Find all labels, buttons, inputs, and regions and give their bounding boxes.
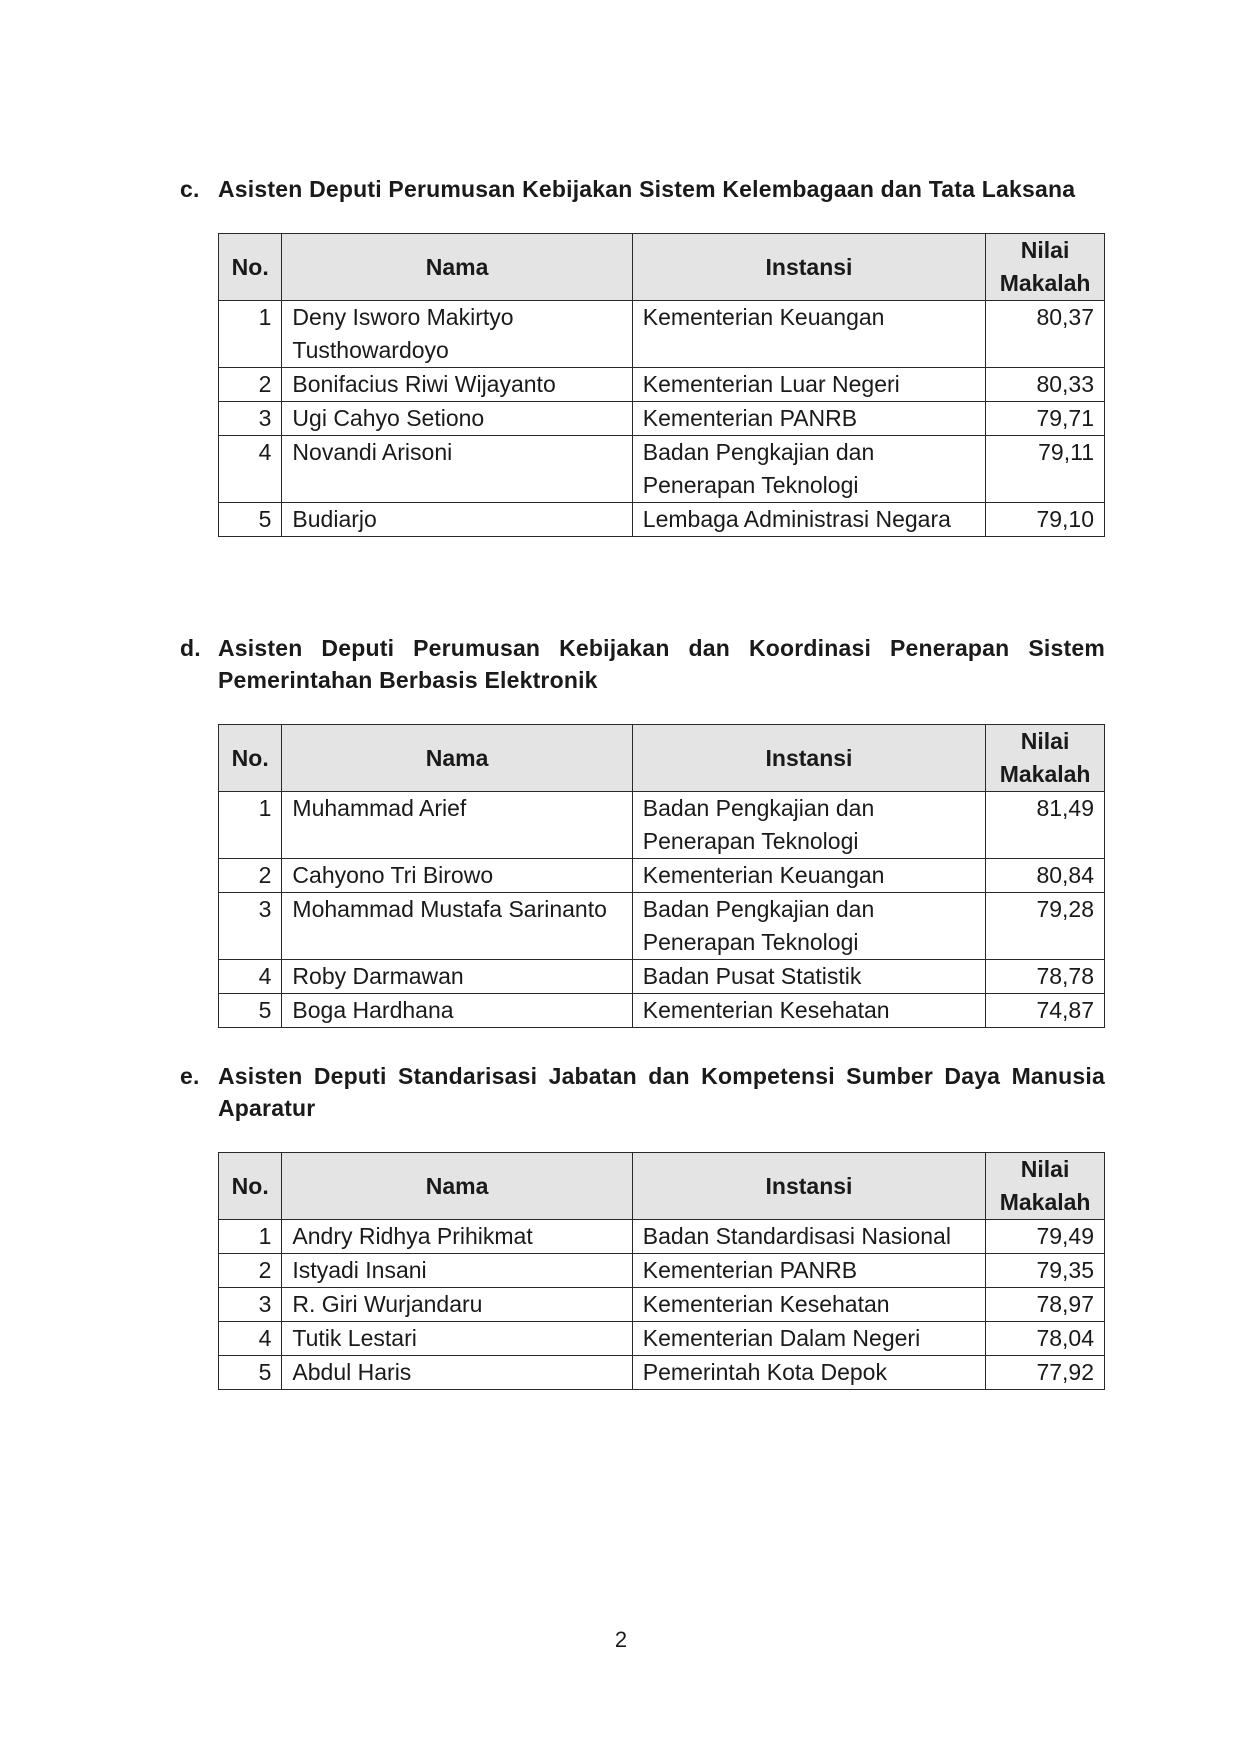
ranking-table (218, 1152, 1105, 1390)
table-header-row (219, 1153, 1105, 1220)
header-no: No. (219, 725, 282, 792)
cell-instansi: Badan Pengkajian dan Penerapan Teknologi (632, 792, 985, 859)
cell-no: 5 (219, 1356, 282, 1390)
section-letter: e. (180, 1063, 200, 1089)
cell-nilai: 79,28 (986, 893, 1105, 960)
cell-instansi: Kementerian Keuangan (632, 301, 985, 368)
cell-nilai: 81,49 (986, 792, 1105, 859)
table-row (219, 402, 1105, 436)
table-row (219, 368, 1105, 402)
section-title: Asisten Deputi Perumusan Kebijakan Sistem Kelembagaan dan Tata Laksana (218, 176, 1076, 202)
table-row (219, 994, 1105, 1028)
cell-instansi: Badan Pusat Statistik (632, 960, 985, 994)
cell-nama: Bonifacius Riwi Wijayanto (282, 368, 632, 402)
cell-nama: Istyadi Insani (282, 1254, 632, 1288)
section-e (180, 1060, 1105, 1390)
cell-no: 3 (219, 402, 282, 436)
header-instansi: Instansi (632, 234, 985, 301)
table-header-row (219, 725, 1105, 792)
cell-nilai: 79,11 (986, 436, 1105, 503)
cell-instansi: Kementerian Kesehatan (632, 1288, 985, 1322)
header-no: No. (219, 1153, 282, 1220)
cell-nilai: 78,78 (986, 960, 1105, 994)
table-row (219, 893, 1105, 960)
header-nama: Nama (282, 1153, 632, 1220)
cell-nama: Roby Darmawan (282, 960, 632, 994)
cell-no: 1 (219, 301, 282, 368)
table-row (219, 503, 1105, 537)
cell-instansi: Kementerian PANRB (632, 402, 985, 436)
cell-nama: Abdul Haris (282, 1356, 632, 1390)
cell-nilai: 80,33 (986, 368, 1105, 402)
section-letter: c. (180, 176, 200, 202)
cell-nama: Novandi Arisoni (282, 436, 632, 503)
header-instansi: Instansi (632, 1153, 985, 1220)
header-no: No. (219, 234, 282, 301)
cell-nilai: 80,37 (986, 301, 1105, 368)
cell-no: 3 (219, 1288, 282, 1322)
cell-instansi: Badan Standardisasi Nasional (632, 1220, 985, 1254)
header-nilai: Nilai Makalah (986, 1153, 1105, 1220)
cell-nama: Tutik Lestari (282, 1322, 632, 1356)
cell-nilai: 77,92 (986, 1356, 1105, 1390)
table-row (219, 1322, 1105, 1356)
cell-instansi: Kementerian Dalam Negeri (632, 1322, 985, 1356)
section-heading (180, 173, 1105, 205)
cell-instansi: Kementerian Keuangan (632, 859, 985, 893)
cell-nama: R. Giri Wurjandaru (282, 1288, 632, 1322)
cell-nama: Mohammad Mustafa Sarinanto (282, 893, 632, 960)
cell-no: 1 (219, 1220, 282, 1254)
cell-no: 5 (219, 994, 282, 1028)
table-row (219, 301, 1105, 368)
cell-nama: Muhammad Arief (282, 792, 632, 859)
cell-nilai: 78,97 (986, 1288, 1105, 1322)
table-row (219, 1288, 1105, 1322)
table-row (219, 1220, 1105, 1254)
table-row (219, 1356, 1105, 1390)
table-row (219, 792, 1105, 859)
cell-nilai: 79,35 (986, 1254, 1105, 1288)
cell-instansi: Badan Pengkajian dan Penerapan Teknologi (632, 436, 985, 503)
cell-instansi: Pemerintah Kota Depok (632, 1356, 985, 1390)
header-nama: Nama (282, 234, 632, 301)
cell-instansi: Kementerian Kesehatan (632, 994, 985, 1028)
section-heading (180, 632, 1105, 696)
section-heading (180, 1060, 1105, 1124)
cell-nilai: 79,71 (986, 402, 1105, 436)
section-d (180, 632, 1105, 1028)
ranking-table (218, 724, 1105, 1028)
cell-nama: Cahyono Tri Birowo (282, 859, 632, 893)
cell-nilai: 78,04 (986, 1322, 1105, 1356)
cell-nilai: 79,49 (986, 1220, 1105, 1254)
cell-instansi: Badan Pengkajian dan Penerapan Teknologi (632, 893, 985, 960)
ranking-table (218, 233, 1105, 537)
section-title: Asisten Deputi Perumusan Kebijakan dan Koordinasi Penerapan Sistem Pemerintahan Berbasis Elektronik (218, 635, 1105, 693)
cell-no: 2 (219, 368, 282, 402)
table-row (219, 1254, 1105, 1288)
cell-no: 4 (219, 960, 282, 994)
cell-nama: Boga Hardhana (282, 994, 632, 1028)
cell-no: 2 (219, 859, 282, 893)
table-header-row (219, 234, 1105, 301)
section-letter: d. (180, 635, 201, 661)
cell-nama: Budiarjo (282, 503, 632, 537)
cell-nilai: 74,87 (986, 994, 1105, 1028)
cell-nama: Andry Ridhya Prihikmat (282, 1220, 632, 1254)
cell-instansi: Kementerian Luar Negeri (632, 368, 985, 402)
cell-no: 3 (219, 893, 282, 960)
cell-no: 5 (219, 503, 282, 537)
cell-no: 1 (219, 792, 282, 859)
table-row (219, 436, 1105, 503)
table-row (219, 859, 1105, 893)
header-instansi: Instansi (632, 725, 985, 792)
cell-no: 4 (219, 1322, 282, 1356)
header-nama: Nama (282, 725, 632, 792)
cell-nama: Ugi Cahyo Setiono (282, 402, 632, 436)
cell-instansi: Kementerian PANRB (632, 1254, 985, 1288)
cell-no: 4 (219, 436, 282, 503)
section-c (180, 173, 1105, 537)
page-number: 2 (614, 1627, 628, 1652)
header-nilai: Nilai Makalah (986, 234, 1105, 301)
section-title: Asisten Deputi Standarisasi Jabatan dan Kompetensi Sumber Daya Manusia Aparatur (218, 1063, 1105, 1121)
header-nilai: Nilai Makalah (986, 725, 1105, 792)
cell-no: 2 (219, 1254, 282, 1288)
cell-nilai: 79,10 (986, 503, 1105, 537)
cell-nama: Deny Isworo Makirtyo Tusthowardoyo (282, 301, 632, 368)
cell-nilai: 80,84 (986, 859, 1105, 893)
table-row (219, 960, 1105, 994)
cell-instansi: Lembaga Administrasi Negara (632, 503, 985, 537)
